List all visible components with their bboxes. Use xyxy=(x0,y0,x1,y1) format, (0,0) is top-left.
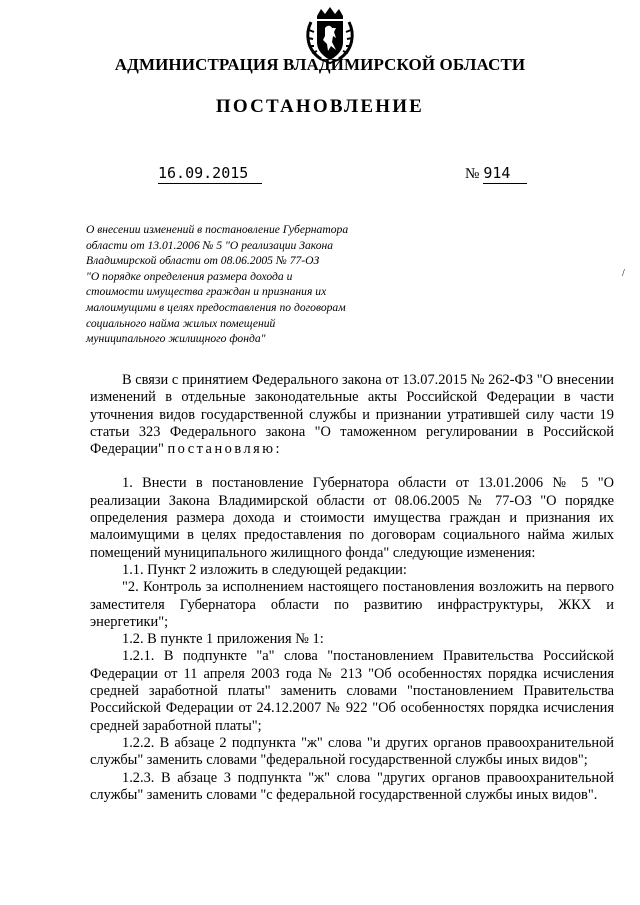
document-body xyxy=(90,372,614,804)
document-number: 914 xyxy=(483,164,527,184)
clause-1: 1. Внести в постановление Губернатора области от 13.01.2006 № 5 "О реализации Закона Владимирской области от 08.06.2005 № 77-ОЗ "О порядке определения размера дохода и стоимости имущества граждан и признания их малоимущими в целях предоставления по договорам социального найма жилых помещений муниципального жилищного фонда" следующие изменения: xyxy=(90,475,614,561)
clause-1-2: 1.2. В пункте 1 приложения № 1: xyxy=(122,631,324,648)
clause-1-2-1: 1.2.1. В подпункте "а" слова "постановлением Правительства Российской Федерации от 11 апреля 2003 года № 213 "Об особенностях порядка исчисления средней заработной платы" заменить словами "постановлением Правительства Российской Федерации от 24.12.2007 № 922 "Об особенностях порядка исчисления средней заработной платы"; xyxy=(90,648,614,734)
subject-line: О внесении изменений в постановление Губернатора xyxy=(86,223,349,236)
subject-line: области от 13.01.2006 № 5 "О реализации Закона xyxy=(86,238,334,252)
subject-line: Владимирской области от 08.06.2005 № 77-ОЗ xyxy=(86,254,320,268)
subject-line: муниципального жилищного фонда" xyxy=(86,332,266,346)
preamble-paragraph xyxy=(90,372,614,458)
preamble-text: В связи с принятием Федерального закона от 13.07.2015 № 262-ФЗ "О внесении изменений в отдельные законодательные акты Российской Федерации в части уточнения видов государственной службы и признании утратившей силу части 19 статьи 323 Федерального закона "О таможенном регулировании в Российской Федерации" xyxy=(90,372,614,458)
document-date: 16.09.2015 xyxy=(158,164,262,184)
document-number-field xyxy=(465,164,527,184)
document-type-title: ПОСТАНОВЛЕНИЕ xyxy=(215,96,425,117)
subject-line: "О порядке определения размера дохода и xyxy=(86,269,293,283)
subject-line: стоимости имущества граждан и признания их xyxy=(86,285,327,299)
clause-1-2-3: 1.2.3. В абзаце 3 подпункта "ж" слова "других органов правоохранительной службы" заменить словами "с федеральной государственной службы иных видов". xyxy=(90,769,614,803)
decree-word: постановляю: xyxy=(167,441,282,458)
clause-1-2-2: 1.2.2. В абзаце 2 подпункта "ж" слова "и других органов правоохранительной службы" заменить словами "федеральной государственной службы иных видов"; xyxy=(90,734,614,769)
clause-1-1: 1.1. Пункт 2 изложить в следующей редакции: xyxy=(122,561,407,578)
document-subject xyxy=(86,222,386,347)
organization-title: АДМИНИСТРАЦИЯ ВЛАДИМИРСКОЙ ОБЛАСТИ xyxy=(114,55,526,74)
subject-line: малоимущими в целях предоставления по договорам xyxy=(86,300,346,314)
clause-1-1-text: "2. Контроль за исполнением настоящего постановления возложить на первого заместителя Губернатора области по развитию инфраструктуры, ЖКХ и энергетики"; xyxy=(90,579,614,630)
subject-line: социального найма жилых помещений xyxy=(86,316,276,330)
number-sign: № xyxy=(465,166,480,182)
margin-tick: / xyxy=(622,268,625,279)
